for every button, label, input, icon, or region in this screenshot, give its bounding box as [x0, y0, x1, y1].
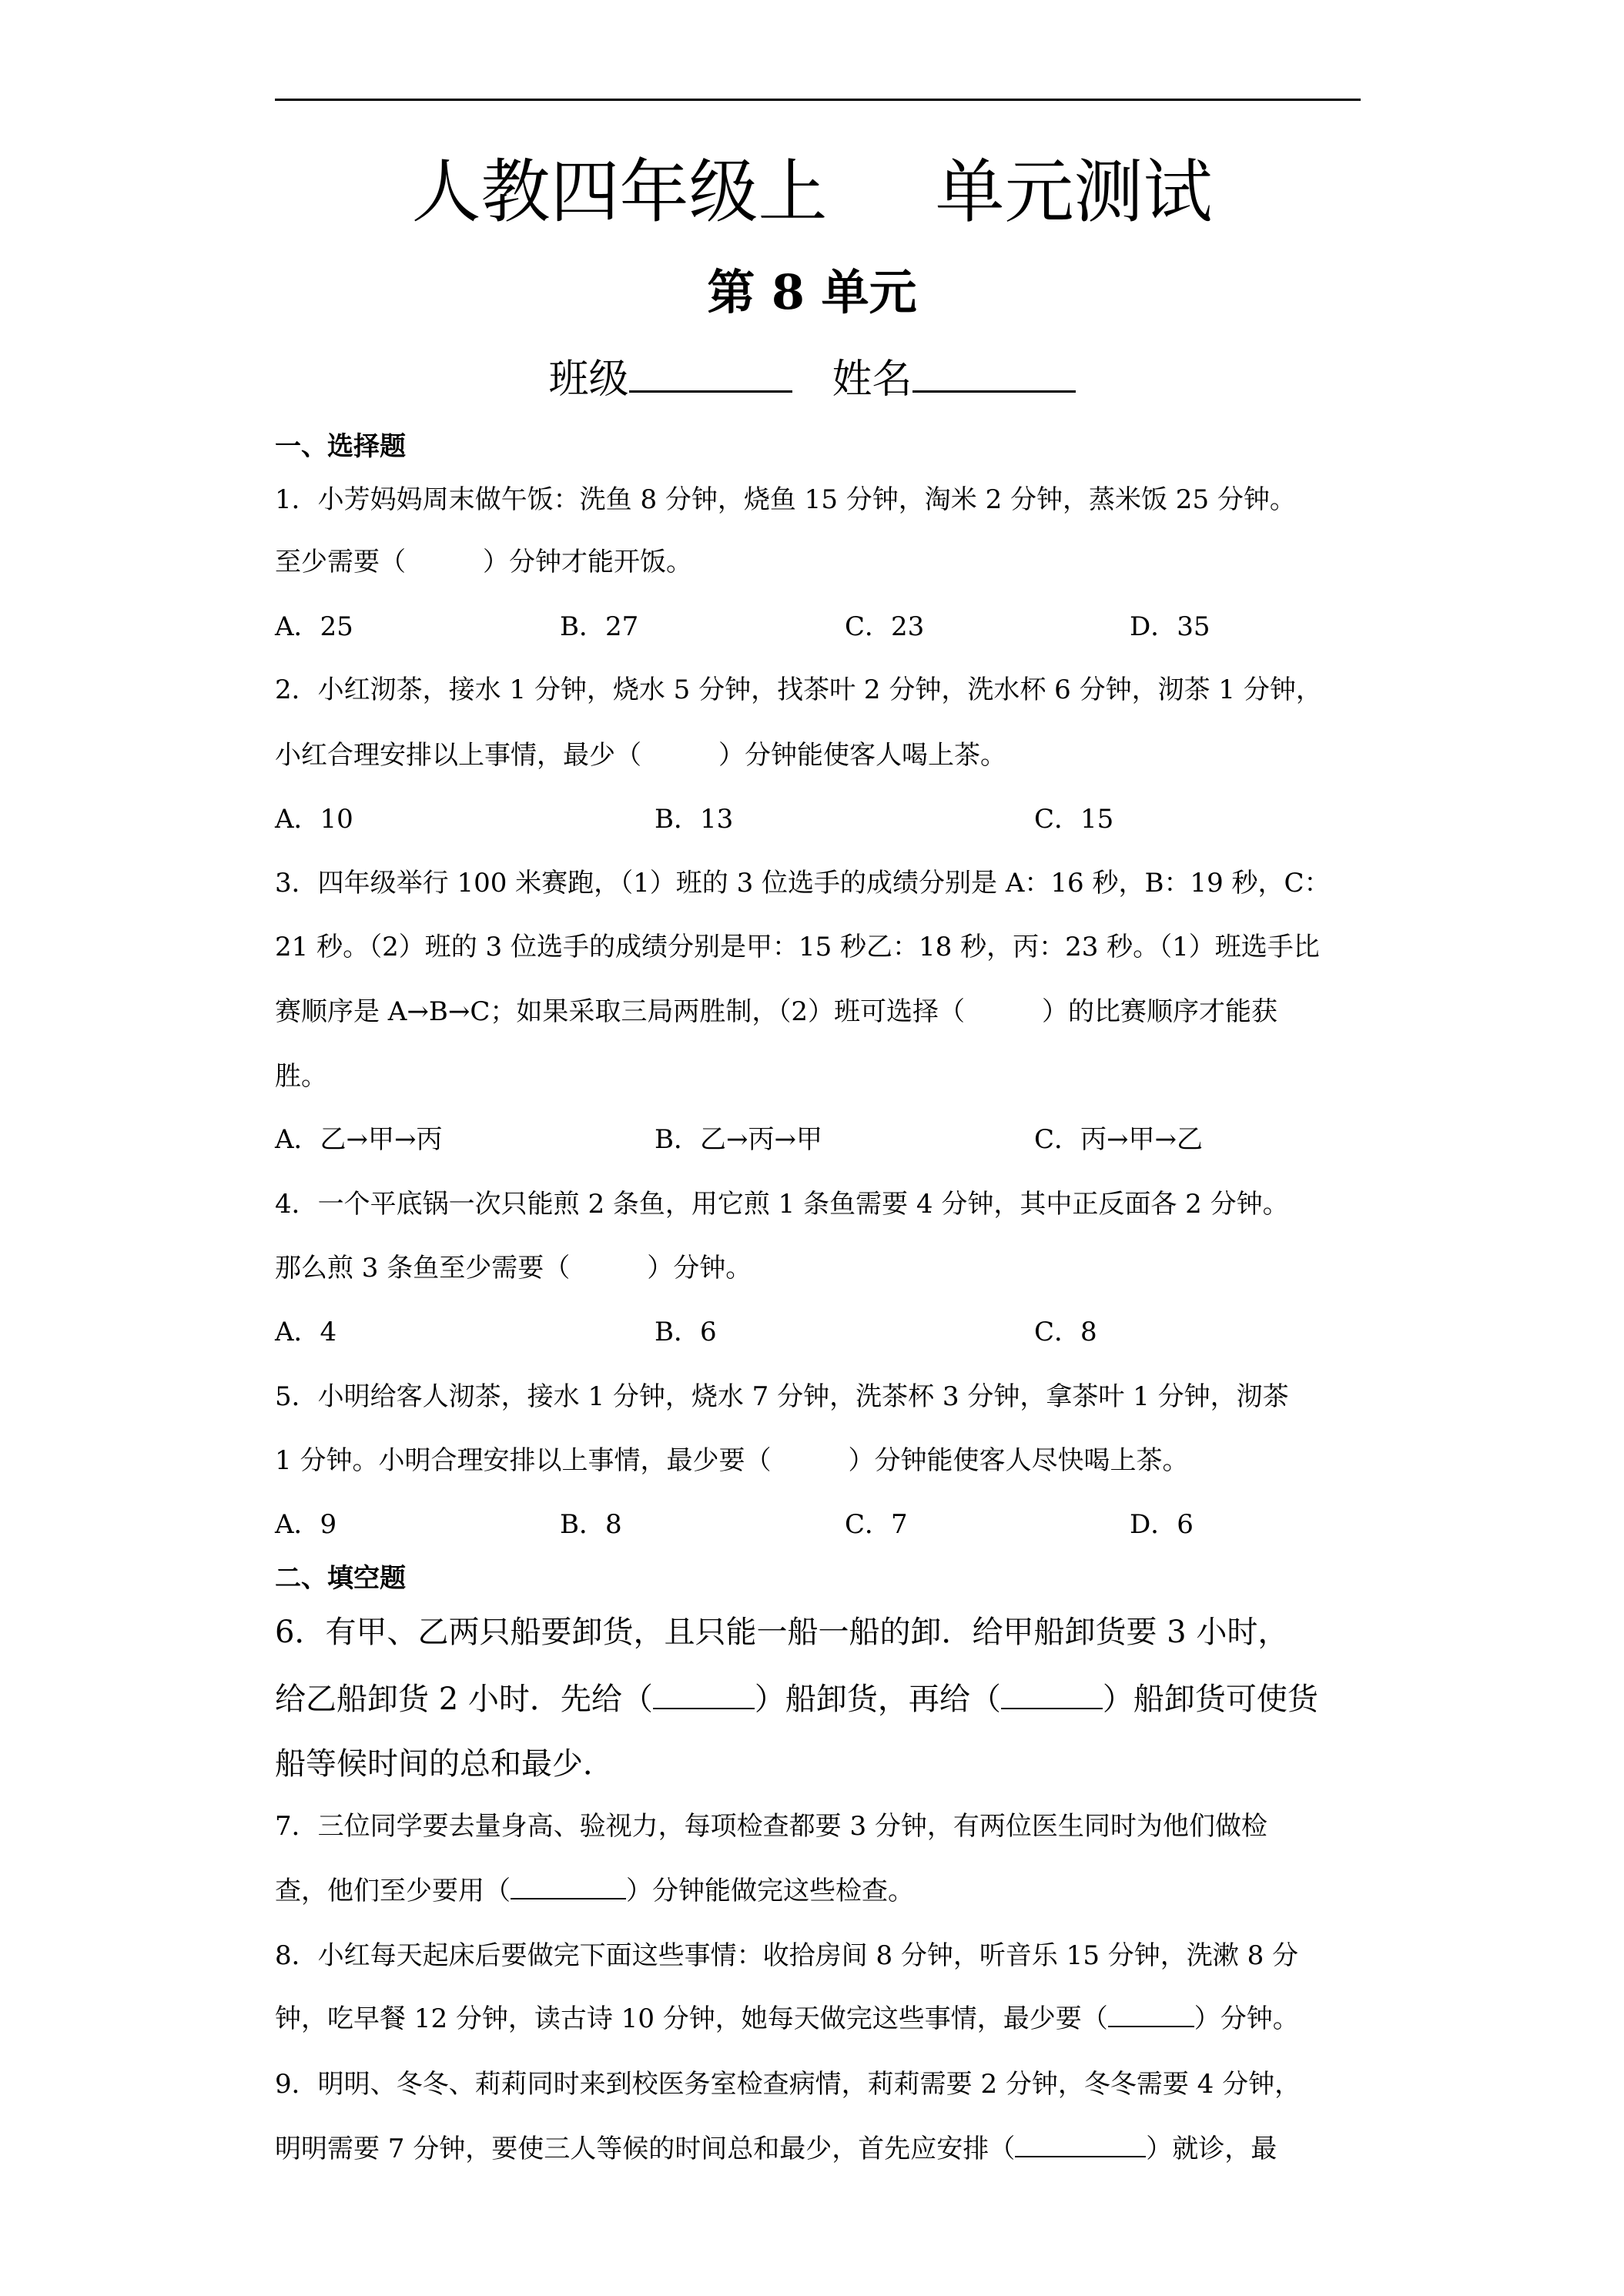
name-label: 姓名: [832, 356, 912, 403]
q3-option-c[interactable]: C．丙→甲→乙: [1034, 1124, 1203, 1155]
q9-line1: 9．明明、冬冬、莉莉同时来到校医务室检查病情，莉莉需要 2 分钟，冬冬需要 4 分钟，: [275, 2069, 1301, 2100]
q5-line1: 5．小明给客人沏茶，接水 1 分钟，烧水 7 分钟，洗茶杯 3 分钟，拿茶叶 1 分钟，沏茶: [275, 1381, 1289, 1412]
q8-answer-blank[interactable]: [1108, 2003, 1194, 2027]
q1-option-d[interactable]: D．35: [1130, 611, 1210, 642]
q6-line1: 6．有甲、乙两只船要卸货，且只能一船一船的卸．给甲船卸货要 3 小时，: [275, 1615, 1289, 1650]
q4-line2: 那么煎 3 条鱼至少需要（ ）分钟。: [275, 1253, 752, 1284]
q5-option-a[interactable]: A．9: [275, 1509, 337, 1540]
q2-line2: 小红合理安排以上事情，最少（ ）分钟能使客人喝上茶。: [275, 740, 1006, 771]
q1-line1: 1．小芳妈妈周末做午饭：洗鱼 8 分钟，烧鱼 15 分钟，淘米 2 分钟，蒸米饭 25 分钟。: [275, 484, 1296, 515]
q8-line1: 8．小红每天起床后要做完下面这些事情：收拾房间 8 分钟，听音乐 15 分钟，洗漱 8 分: [275, 1940, 1299, 1971]
q5-line2: 1 分钟。小明合理安排以上事情，最少要（ ）分钟能使客人尽快喝上茶。: [275, 1445, 1189, 1476]
class-label: 班级: [548, 356, 629, 403]
q7-answer-blank[interactable]: [511, 1875, 626, 1899]
q6-blank-first[interactable]: [653, 1685, 755, 1709]
top-divider: [275, 99, 1361, 101]
q2-option-c[interactable]: C．15: [1034, 804, 1114, 835]
q8-line2: 钟，吃早餐 12 分钟，读古诗 10 分钟，她每天做完这些事情，最少要（ ）分钟。: [275, 2003, 1299, 2034]
q4-option-b[interactable]: B．6: [655, 1317, 717, 1347]
q7-line1: 7．三位同学要去量身高、验视力，每项检查都要 3 分钟，有两位医生同时为他们做检: [275, 1811, 1267, 1842]
q3-line2: 21 秒。（2）班的 3 位选手的成绩分别是甲：15 秒乙：18 秒，丙：23 秒。（1）班选手比: [275, 932, 1320, 962]
q5-option-b[interactable]: B．8: [560, 1509, 622, 1540]
title-left: 人教四年级上: [411, 152, 828, 233]
q2-option-b[interactable]: B．13: [655, 804, 734, 835]
q6-line3: 船等候时间的总和最少．: [275, 1746, 614, 1782]
q4-option-c[interactable]: C．8: [1034, 1317, 1097, 1347]
q4-line1: 4．一个平底锅一次只能煎 2 条鱼，用它煎 1 条鱼需要 4 分钟，其中正反面各 2 分钟。: [275, 1189, 1289, 1220]
q5-option-c[interactable]: C．7: [845, 1509, 908, 1540]
q1-line2: 至少需要（ ）分钟才能开饭。: [275, 547, 692, 577]
q1-option-a[interactable]: A．25: [275, 611, 353, 642]
q1-option-c[interactable]: C．23: [845, 611, 925, 642]
section-heading-fill: 二、填空题: [275, 1563, 406, 1594]
q2-line1: 2．小红沏茶，接水 1 分钟，烧水 5 分钟，找茶叶 2 分钟，洗水杯 6 分钟，沏茶 1 分钟，: [275, 674, 1322, 705]
q1-option-b[interactable]: B．27: [560, 611, 639, 642]
title-right: 单元测试: [935, 152, 1213, 233]
q7-line2: 查，他们至少要用（ ）分钟能做完这些检查。: [275, 1876, 914, 1906]
q6-blank-second[interactable]: [1001, 1685, 1103, 1709]
page-title: [0, 150, 1624, 235]
section-heading-choice: 一、选择题: [275, 431, 406, 462]
q3-line1: 3．四年级举行 100 米赛跑，（1）班的 3 位选手的成绩分别是 A：16 秒，B：19 秒，C：: [275, 868, 1331, 899]
q9-line2: 明明需要 7 分钟，要使三人等候的时间总和最少，首先应安排（ ）就诊，最: [275, 2134, 1277, 2164]
q3-line4: 胜。: [275, 1061, 327, 1092]
q3-option-a[interactable]: A．乙→甲→丙: [275, 1124, 443, 1155]
student-info-row: [0, 353, 1624, 407]
q3-option-b[interactable]: B．乙→丙→甲: [655, 1124, 822, 1155]
q2-option-a[interactable]: A．10: [275, 804, 353, 835]
q3-line3: 赛顺序是 A→B→C；如果采取三局两胜制，（2）班可选择（ ）的比赛顺序才能获: [275, 996, 1277, 1027]
name-blank[interactable]: [912, 390, 1076, 393]
q9-answer-blank[interactable]: [1015, 2133, 1146, 2157]
q5-option-d[interactable]: D．6: [1130, 1509, 1194, 1540]
q6-line2: 给乙船卸货 2 小时．先给（ ）船卸货，再给（ ）船卸货可使货: [275, 1682, 1318, 1717]
unit-subtitle: 第 8 单元: [707, 264, 917, 320]
class-blank[interactable]: [629, 390, 792, 393]
q4-option-a[interactable]: A．4: [275, 1317, 337, 1347]
